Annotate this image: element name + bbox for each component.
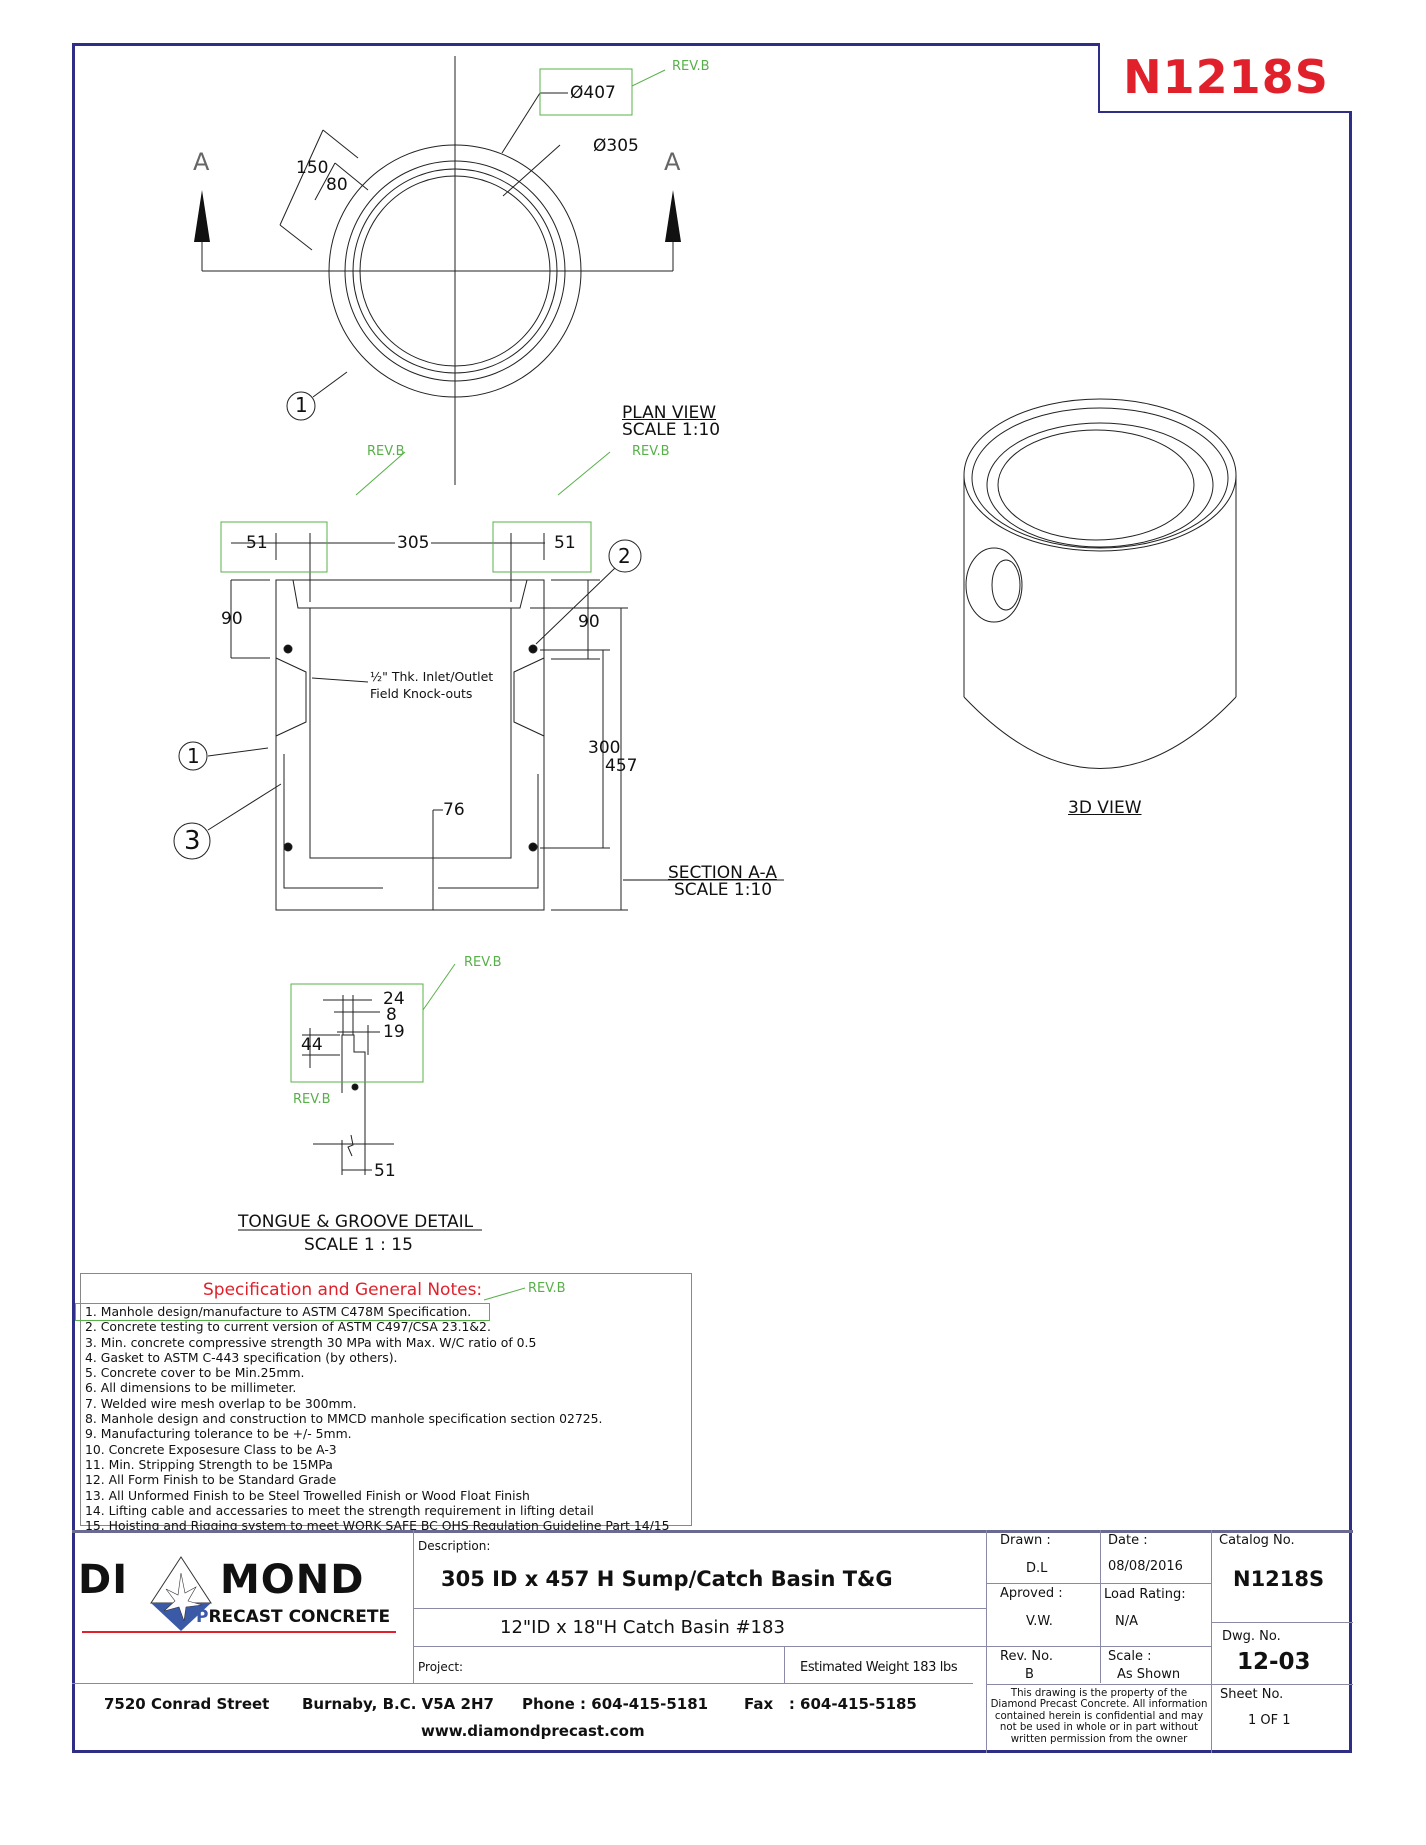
logo-text-di: DI — [78, 1557, 129, 1603]
drawn-label: Drawn : — [1000, 1533, 1051, 1548]
callout-2-section: 2 — [618, 544, 631, 568]
sheet-no-value: 1 OF 1 — [1248, 1713, 1291, 1728]
3d-view-title: 3D VIEW — [1068, 798, 1142, 818]
note-item: 12. All Form Finish to be Standard Grade — [85, 1472, 337, 1488]
rev-no-value: B — [1025, 1667, 1034, 1682]
tb-row-divider-desc — [413, 1608, 986, 1609]
section-view-scale: SCALE 1:10 — [674, 880, 773, 900]
website-link[interactable]: www.diamondprecast.com — [421, 1722, 645, 1740]
section-view-title: SECTION A-A — [668, 863, 777, 883]
callout-1-plan: 1 — [295, 393, 308, 417]
tg-detail-geometry — [302, 995, 394, 1175]
note-item: 1. Manhole design/manufacture to ASTM C478M Specification. — [85, 1304, 472, 1319]
tb-col-divider-4 — [1211, 1530, 1212, 1753]
rev-tag-notes: REV.B — [528, 1281, 566, 1296]
dim-300: 300 — [588, 738, 621, 758]
note-item: 4. Gasket to ASTM C-443 specification (by others). — [85, 1349, 398, 1365]
description-value: 305 ID x 457 H Sump/Catch Basin T&G — [441, 1567, 893, 1591]
dim-outer-diameter: Ø407 — [570, 83, 616, 103]
catalog-no-label: Catalog No. — [1219, 1533, 1295, 1548]
disclaimer — [987, 1688, 1211, 1745]
drawn-value: D.L — [1026, 1561, 1048, 1576]
note-item: 13. All Unformed Finish to be Steel Trowelled Finish or Wood Float Finish — [85, 1487, 530, 1503]
load-rating-value: N/A — [1115, 1614, 1138, 1629]
plan-view-scale: SCALE 1:10 — [622, 420, 721, 440]
dim-left-90: 90 — [221, 609, 243, 629]
plan-rev-markers — [356, 69, 665, 495]
tg-detail-title: TONGUE & GROOVE DETAIL — [238, 1212, 474, 1232]
rev-tag-section-left: REV.B — [367, 444, 405, 459]
address-street: 7520 Conrad Street — [104, 1695, 270, 1713]
date-value: 08/08/2016 — [1108, 1559, 1183, 1574]
disclaimer-line: This drawing is the property of the — [1010, 1688, 1188, 1699]
dim-44: 44 — [301, 1035, 323, 1055]
note-item: 7. Welded wire mesh overlap to be 300mm. — [85, 1395, 357, 1411]
disclaimer-line: written permission from the owner — [1010, 1733, 1188, 1745]
dim-right-wall-51: 51 — [554, 533, 576, 553]
tb-row-divider-dwg — [1211, 1622, 1353, 1623]
tb-row-divider-project — [413, 1646, 986, 1647]
note-item: 6. All dimensions to be millimeter. — [85, 1380, 297, 1396]
spec-notes-box — [80, 1273, 692, 1534]
logo-subtitle — [196, 1607, 390, 1627]
title-block-divider-address — [72, 1683, 973, 1684]
logo-subtitle-p: P — [196, 1607, 209, 1627]
plan-view-geometry — [194, 56, 681, 485]
dwg-no-value: 12-03 — [1237, 1649, 1311, 1675]
callout-1-section: 1 — [187, 744, 200, 768]
section-mark-left: A — [193, 148, 210, 176]
dim-19: 19 — [383, 1022, 405, 1042]
catalog-no-value: N1218S — [1233, 1567, 1325, 1591]
rev-tag-tg-bottom: REV.B — [293, 1092, 331, 1107]
knockout-note-line2: Field Knock-outs — [370, 686, 473, 701]
dim-76: 76 — [443, 800, 465, 820]
rev-tag-tg-top: REV.B — [464, 955, 502, 970]
dim-24: 24 — [383, 989, 405, 1009]
rev-tag-section-right: REV.B — [632, 444, 670, 459]
note-item: 2. Concrete testing to current version of ASTM C497/CSA 23.1&2. — [85, 1319, 491, 1335]
disclaimer-line: Diamond Precast Concrete. All information — [990, 1699, 1208, 1711]
approved-label: Aproved : — [1000, 1586, 1063, 1601]
date-label: Date : — [1108, 1533, 1148, 1548]
dim-51-tg: 51 — [374, 1161, 396, 1181]
estimated-weight: Estimated Weight 183 lbs — [800, 1660, 958, 1675]
tb-row-divider-rev — [986, 1646, 1211, 1647]
sheet-no-label: Sheet No. — [1220, 1687, 1284, 1702]
tb-col-divider-weight — [784, 1646, 785, 1683]
notes-list — [85, 1304, 670, 1533]
tg-detail-scale: SCALE 1 : 15 — [304, 1235, 413, 1255]
dwg-no-label: Dwg. No. — [1222, 1629, 1281, 1644]
section-mark-right: A — [664, 148, 681, 176]
description-label: Description: — [418, 1539, 491, 1553]
phone-number: Phone : 604-415-5181 — [522, 1695, 709, 1713]
tb-col-divider-3 — [1100, 1530, 1101, 1683]
notes-heading: Specification and General Notes: — [203, 1280, 483, 1300]
approved-value: V.W. — [1026, 1614, 1053, 1629]
tb-row-divider-approved — [986, 1583, 1211, 1584]
catalog-badge-text: N1218S — [1123, 50, 1329, 104]
note-item: 10. Concrete Exposesure Class to be A-3 — [85, 1441, 337, 1457]
dim-inner-diameter: Ø305 — [593, 136, 639, 156]
subdescription-value: 12"ID x 18"H Catch Basin #183 — [500, 1617, 785, 1638]
logo-text-mond: MOND — [220, 1557, 365, 1603]
dim-80: 80 — [326, 175, 348, 195]
dim-457: 457 — [605, 756, 638, 776]
note-item: 5. Concrete cover to be Min.25mm. — [85, 1365, 305, 1381]
tg-rev-box — [291, 964, 455, 1082]
fax-number: Fax : 604-415-5185 — [744, 1695, 917, 1713]
section-arrow-right-icon — [665, 190, 681, 242]
scale-value: As Shown — [1117, 1667, 1181, 1682]
dim-inner-width-305: 305 — [397, 533, 430, 553]
rev-no-label: Rev. No. — [1000, 1649, 1053, 1664]
company-logo — [78, 1555, 408, 1635]
logo-red-rule — [82, 1631, 396, 1633]
dim-right-90: 90 — [578, 612, 600, 632]
note-item: 3. Min. concrete compressive strength 30 MPa with Max. W/C ratio of 0.5 — [85, 1334, 537, 1350]
rev-tag-plan: REV.B — [672, 59, 710, 74]
note-item: 8. Manhole design and construction to MMCD manhole specification section 02725. — [85, 1411, 603, 1427]
3d-view-geometry — [964, 399, 1236, 769]
callout-3-section: 3 — [184, 826, 201, 856]
section-arrow-left-icon — [194, 190, 210, 242]
disclaimer-line: not be used in whole or in part without — [999, 1722, 1199, 1734]
tb-col-divider-1 — [413, 1530, 414, 1683]
dim-150: 150 — [296, 158, 329, 178]
note-item: 11. Min. Stripping Strength to be 15MPa — [85, 1456, 333, 1472]
address-city: Burnaby, B.C. V5A 2H7 — [302, 1695, 494, 1713]
section-view-geometry — [174, 533, 641, 910]
disclaimer-line: contained herein is confidential and may — [994, 1710, 1204, 1722]
knockout-note-line1: ½" Thk. Inlet/Outlet — [370, 669, 494, 684]
tb-row-divider-sheet — [986, 1684, 1353, 1685]
logo-subtitle-rest: RECAST CONCRETE — [208, 1607, 391, 1627]
dim-left-wall-51: 51 — [246, 533, 268, 553]
dim-8: 8 — [386, 1005, 397, 1025]
note-item: 15. Hoisting and Rigging system to meet WORK SAFE BC OHS Regulation Guideline Part 14/15 — [85, 1518, 670, 1534]
scale-label: Scale : — [1108, 1649, 1152, 1664]
plan-view-title: PLAN VIEW — [622, 403, 717, 423]
note-item: 14. Lifting cable and accessaries to meet the strength requirement in lifting detail — [85, 1502, 594, 1518]
note-item: 9. Manufacturing tolerance to be +/- 5mm. — [85, 1426, 352, 1442]
project-label: Project: — [418, 1660, 464, 1674]
load-rating-label: Load Rating: — [1104, 1587, 1186, 1602]
